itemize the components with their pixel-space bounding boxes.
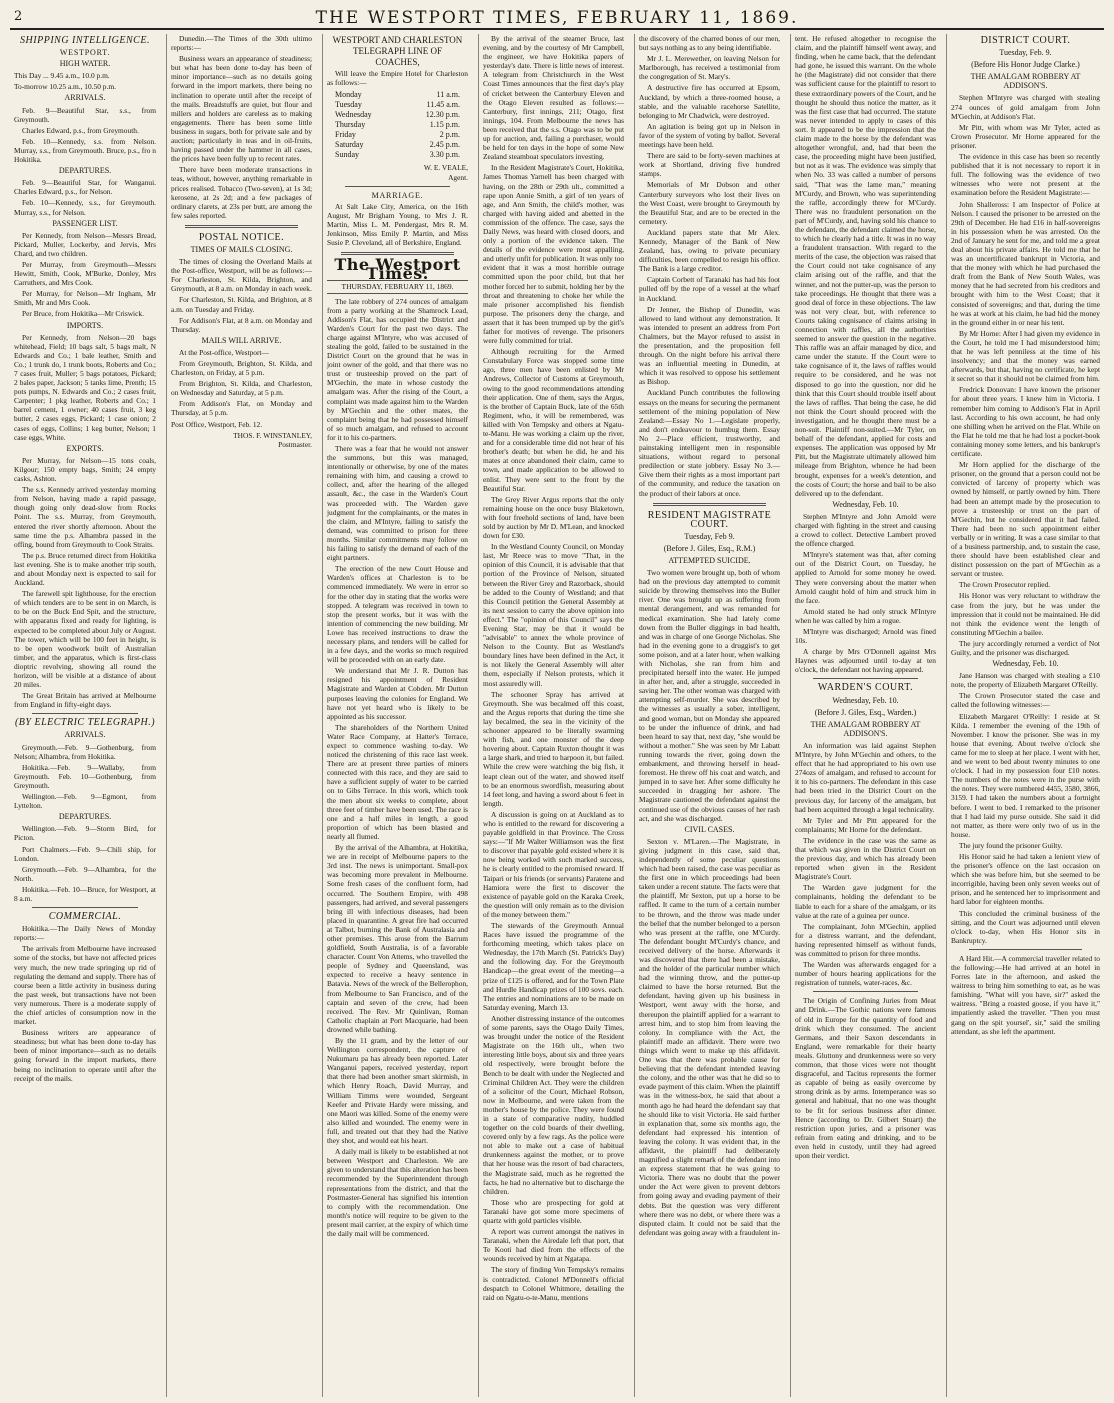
departure-entry: Feb. 10—Kennedy, s.s., for Greymouth. Murray, s.s., for Nelson. xyxy=(14,198,156,217)
column-5 xyxy=(634,34,784,1397)
court-paragraph: Mr Tyler and Mr Pitt appeared for the complainants; Mr Horne for the defendant. xyxy=(795,815,936,834)
wardens-court-before: (Before J. Giles, Esq., Warden.) xyxy=(814,707,917,717)
divider xyxy=(813,678,918,679)
divider xyxy=(185,225,298,228)
telegraph-entry: Wellington.—Feb. 9—Egmont, from Lyttelton. xyxy=(14,792,156,811)
schedule-row xyxy=(335,120,460,130)
marriage-notice: At Salt Lake City, America, on the 16th August, Mr Brigham Young, to Mrs J. R. Martin, Miss L. M. Pendergast, Mrs R. M. Jenkinson, Miss Emily P. Martin, and Miss Susie P. Cleveland, all of Berkshire, England. xyxy=(327,201,468,248)
telegraph-entry: Wellington.—Feb. 9—Storm Bird, for Picton. xyxy=(14,824,156,843)
high-water-heading: HIGH WATER. xyxy=(59,59,111,69)
news-paragraph: The schooner Spray has arrived at Greymouth. She was becalmed off this coast, and the Argus reports that during the time she lay becalmed, the sea in the vicinity of the schooner appeared to be literally swarming with fish, and one monster of the deep hovering about. Captain Ruxton thought it was a large shark, and tried to harpoon it, but failed. While the crew were watching the big fish, it leapt clean out of the water, and showed itself to be an enormous swordfish, measuring about 14 feet long, and having a sword about 6 feet in length. xyxy=(483,689,624,808)
editorial-paragraph: The shareholders of the Northern United Water Race Company, at Hatter's Terrace, expect to commence washing to-day. We noticed the christening of this race last week. There are at present three parties of miners connected with this race, and they are said to have a sufficient supply of water to be carried on to Gibs Terrace. In this work, which took the men about six weeks to complete, about three feet of timber have been used. The race is one and a half miles in length, a good proportion of which has been blasted and nearly all flumed. xyxy=(327,722,468,841)
column-2 xyxy=(166,34,316,1397)
court-paragraph: M'Intyre's statement was that, after coming out of the District Court, on Tuesday, he applied to Arnold for some money he owed. They were conversing about the matter when Arnold caught hold of him and struck him in the face. xyxy=(795,550,936,605)
passenger-entry: Per Bruce, from Hokitika—Mr Criswick. xyxy=(22,309,144,319)
news-paragraph: Although recruiting for the Armed Constabulary Force was stopped some time ago, three men have been enlisted by Mr Andrews, Collector of Customs at Greymouth, owing to the good recommendations attending their application. One of them, says the Argus, is the brother of Captain Buck, late of the 65th Regiment, who, it will be remembered, was killed with Von Tempsky and others at Ngatu-te-Manu. He was working a claim up the river, and for a considerable time did not hear of his brother's death; but when he did, he and his mates at once abandoned their claim, came to town, and made application to be allowed to enlist. They were sent to the front by the Beautiful Star. xyxy=(483,347,624,493)
court-paragraph: The Crown Prosecutor replied. xyxy=(959,580,1051,590)
port-heading: WESTPORT. xyxy=(59,48,111,58)
coach-ad-subtitle: TELEGRAPH LINE OF xyxy=(353,46,442,57)
divider xyxy=(653,503,766,506)
telegraph-departures-heading: DEPARTURES. xyxy=(58,812,112,822)
schedule-time: 11 a.m. xyxy=(436,90,460,100)
news-paragraph: The Grey River Argus reports that the only remaining house on the once busy Blaketown, with four freehold sections of land, have been sold by auction by Mr D. M'Lean, and knocked down for £30. xyxy=(483,494,624,541)
court-paragraph: Stephen M'Intyre and John Arnold were charged with fighting in the street and causing a crowd to collect. Detective Lambert proved the offence charged. xyxy=(795,511,936,549)
editorial-paragraph: The erection of the new Court House and Warden's offices at Charleston is to be commenced immediately. We were in error so for the other day in stating that the works were stopped. A telegram was received in town to stop the present works, but it was with the intention of commencing the new building. Mr Lowe has received instructions to draw the necessary plans, and tenders will be called for in a few days, and the works so much required will be proceeded with on an early date. xyxy=(327,564,468,665)
telegraph-entry: Hokitika.—Feb. 9—Wallaby, from Greymouth. Feb. 10—Gothenburg, from Greymouth. xyxy=(14,762,156,790)
postal-paragraph: At the Post-office, Westport— xyxy=(179,347,269,357)
news-paragraph: By the arrival of the steamer Bruce, last evening, and by the courtesy of Mr Campbell, the engineer, we have Hokitika papers of yesterday's date. There is little news of interest. A telegram from Christchurch in the West Coast Times announces that the first day's play of cricket between the Canterbury Eleven and the Otago Eleven resulted as follows:—Canterbury, first innings, 211; Otago, first innings, 104. From Melbourne the news has been received that the s.s. Otago was to be put up for auction, and, failing a purchaser, would be held for ten days in the hope of some New Zealand steamboat speculators investing. xyxy=(483,34,624,162)
news-paragraph: There are said to be forty-seven machines at work at Shortland, driving five hundred stamps. xyxy=(639,151,780,179)
stocks-paragraph: There have been moderate transactions in teas, without, however, anything remarkable in prices realised. Tobacco (Two-seven), at 1s 3d; kerosene, at 2s 2d; and a few packages of ordinary clarets, at 23s per butt, are among the few sales reported. xyxy=(171,165,312,220)
schedule-time: 1.15 p.m. xyxy=(429,120,460,130)
news-paragraph: Auckland papers state that Mr Alex. Kennedy, Manager of the Bank of New Zealand, has, owing to private pecuniary difficulties, been compelled to resign his office. The Bank is a large creditor. xyxy=(639,227,780,274)
schedule-time: 2.45 p.m. xyxy=(429,140,460,150)
telegraph-entry: Greymouth.—Feb. 9—Gothenburg, from Nelson; Alhambra, from Hokitika. xyxy=(14,742,156,761)
shipping-news: The Great Britain has arrived at Melbourne from England in fifty-eight days. xyxy=(14,691,156,710)
schedule-day: Thursday xyxy=(335,120,366,130)
passenger-entry: Per Kennedy, from Nelson—Messrs Bread, Pickard, Muller, Lockerby, and Jervis, Mrs Chard, and two children. xyxy=(14,230,156,258)
wednesday-heading: Wednesday, Feb. 10. xyxy=(992,659,1059,669)
divider xyxy=(32,713,138,714)
news-paragraph: A report was current amongst the natives in Taranaki, when the Airedale left that port, that Te Kooti had died from the effects of the wounds received by him at Ngatapa. xyxy=(483,1227,624,1264)
postal-paragraph: For Charleston, St. Kilda, and Brighton, at 8 a.m. on Tuesday and Friday. xyxy=(171,295,312,314)
divider xyxy=(969,949,1082,950)
schedule-row xyxy=(335,110,460,120)
news-paragraph: In the Resident Magistrate's Court, Hokitika, James Thomas Yarnell has been charged with having, on the 28th or 29th ult., committed a rape upon Annie Smith, a girl of ten years of age, and Ann Smith, the child's mother, was charged with having aided and abetted in the commission of the offence. The case, says the Daily News, was heard with closed doors, and only a portion of the evidence taken. The details of the evidence were most appalling, and utterly unfit for publication. It was only too evident that it was a most horrible outrage committed upon the poor child, but that her mother forced her to submit, holding her by the throat and threatening to choke her while the male prisoner accomplished his fiendish purpose. The prisoners deny the charge, and assert that it has been trumped up by the girl's father for motives of revenge. The prisoners were fully committed for trial. xyxy=(483,163,625,346)
departure-entry: Feb. 9—Beautiful Star, for Wanganui. Charles Edward, p.s., for Nelson. xyxy=(14,178,156,197)
court-paragraph: By Mr Horne: After I had given my evidence in the Court, he told me I had misunderstood him; that he was left penniless at the time of his insolvency; and that the money was earned afterwards, but that, having no certificate, he kept it secret so that it should not be claimed from him. xyxy=(951,328,1100,384)
passenger-entry: Per Murray, from Greymouth—Messrs Hewitt, Smith, Cook, M'Burke, Donley, Mrs Carruthers, and Mrs Cook. xyxy=(14,259,156,288)
wednesday-heading: Wednesday, Feb. 10. xyxy=(832,499,899,509)
district-court-before: (Before His Honor Judge Clarke.) xyxy=(971,60,1080,70)
arrival-entry: Feb. 10—Kennedy, s.s. from Nelson. Murray, s.s., from Greymouth. Bruce, p.s., fro n Hokitika. xyxy=(14,136,156,165)
court-paragraph: The evidence in this case has been so recently published that it is not necessary to report it in full. The following was the evidence of two witnesses who were not present at the examination before the Resident Magistrate:— xyxy=(951,152,1100,198)
court-paragraph: Arnold stated he had only struck M'Intyre when he was called by him a rogue. xyxy=(795,606,936,625)
column-7 xyxy=(946,34,1104,1397)
news-paragraph: A discussion is going on at Auckland as to who is entitled to the reward for discovering a payable goldfield in that Province. The Cross says:—"If Mr Walter Williamson was the first to discover that payable gold existed where it is now being worked with such marked success, he is clearly entitled to the promised reward. If Taipari or his friends (or servants) Paratene and Hamiora were the first to discover the existence of payable gold on the Karaka Creek, the question will only remain as to the division of the money between them." xyxy=(483,809,624,919)
page-number: 2 xyxy=(14,9,23,24)
schedule-time: 12.30 p.m. xyxy=(425,110,460,120)
news-paragraph: Mr J. L. Merewether, on leaving Nelson for Marlborough, has received a testimonial from the congregation of St. Mary's. xyxy=(639,54,780,82)
divider xyxy=(32,907,138,908)
commercial-paragraph: Hokitika.—The Daily News of Monday reports:— xyxy=(14,924,156,943)
court-paragraph: Fredrick Donovan: I have known the prisoner for about three years. I knew him in Victoria. I remember him coming to Addison's Flat in April last. According to his own account, he had only one shilling when he arrived on the Flat. While on the Flat he told me that he had lost a pocket-book containing money some letters, and his bankrupt's certificate. xyxy=(951,385,1100,459)
court-paragraph: The evidence in the case was the same as that which was given in the District Court on the previous day, and which has already been reported when given in the Resident Magistrate's Court. xyxy=(795,835,936,882)
schedule-row xyxy=(335,100,460,110)
arrival-entry: Charles Edward, p.s., from Greymouth. xyxy=(22,125,139,135)
postal-paragraph: The times of closing the Overland Mails at the Post-office, Westport, will be as follows:—For Charleston, St. Kilda, Brighton, and Greymouth, at 8 a.m. on Monday in each week. xyxy=(171,257,312,294)
court-paragraph: Mr Horn applied for the discharge of the prisoner, on the ground that a person could not be convicted of larceny of property which was owned by himself, or partly owned by him. There had been an attempt made by the prosecution to prove a trusteeship or trust on the part of M'Gechin, but he considered that it had failed. There had been no such appointment either verbally or in writing. It was a case similar to that of a business partnership, and, to sustain the case, there should have been established clear and distinct possession on the part of M'Gechin as a servant or trustee. xyxy=(951,460,1100,579)
schedule-row xyxy=(335,130,460,140)
shipping-news: The farewell spit lighthouse, for the erection of which tenders are to be sent in on March, is to be on the Buck End Spit, and the structure, with apparatus fixed and ready for lighting, is expected to be completed about July or August. The tower, which will be 100 feet in height, is to be open woodwork built of Australian timber, and the apparatus, which is first-class dioptric revolving, showing all round the horizon, will be visible at a distance of about 20 miles. xyxy=(14,589,156,690)
district-case-title: THE AMALGAM ROBBERY AT ADDISON'S. xyxy=(970,72,1081,91)
postal-notice-heading: POSTAL NOTICE. xyxy=(198,231,285,243)
civil-cases-heading: CIVIL CASES. xyxy=(684,824,735,834)
schedule-time: 2 p.m. xyxy=(439,130,460,140)
coach-ad-subtitle: COACHES, xyxy=(375,57,420,68)
masthead xyxy=(10,6,1104,30)
divider xyxy=(813,991,918,992)
commercial-paragraph: The arrivals from Melbourne have increased some of the stocks, but have not affected prices very much, the new trade springing up rid of regulating the demand and supply. There has of course been a little activity in business during the past week, but transactions have not been very numerous. There is a moderate supply of the chief articles of consumption now in the market. xyxy=(14,944,156,1027)
court-paragraph: Elizabeth Margaret O'Reilly: I reside at St Kilda. I remember the evening of the 19th of November. I know the prisoner. She was in my house that evening. About twelve o'clock she came for me to sleep at her place. I went with her, and we went to bed about twenty minutes to one o'clock. I had in my possession four £10 notes. The numbers of the notes were in the purse with the notes. They were numbered 4455, 3580, 3866, 3159. I had taken the numbers about a fortnight before. I went to bed. I remarked to the prisoner that I had laid my purse outside. She said it did not matter, as there were only two of us in the house. xyxy=(951,711,1100,839)
district-court-heading: DISTRICT COURT. xyxy=(980,35,1071,46)
exports-heading: EXPORTS. xyxy=(66,443,104,453)
news-paragraph: The stewards of the Greymouth Annual Races have issued the programme of the forthcoming meeting, which takes place on Wednesday, the 17th March (St. Patrick's Day) and the following day. For the Greymouth Handicap—the great event of the meeting—a prize of £125 is offered, and for the Town Plate and Hurdle Handicap prizes of 100 sovs. each. The entries and nominations are to be made on Saturday evening, March 13. xyxy=(483,921,624,1012)
court-paragraph: An information was laid against Stephen M'Intyre, by John M'Gechin and others, to the effect that he had appropriated to his own use 274ozs of amalgam, and refused to account for it to his co-partners. The defendant in this case had been tried in the District Court on the previous day, for larceny of the amalgam, but had been acquitted through a legal technicality. xyxy=(795,740,936,814)
arrivals-heading: ARRIVALS. xyxy=(64,93,106,103)
schedule-time: 3.30 p.m. xyxy=(429,150,460,160)
postal-paragraph: From Greymouth, Brighton, St. Kilda, and Charleston, on Friday, at 5 p.m. xyxy=(171,359,312,378)
court-paragraph: tent. He refused altogether to recognise the claim, and the plaintiff himself went away, and finding, when he came back, that the defendant had gone, he issued this warrant. On the whole he (the Magistrate) did not consider that there was sufficient cause for the plaintiff to resort to these extraordinary powers of the Court, and he thought he should thus notice the matter, as it was the first case that had occurred. The statute was never intended to apply to cases of this sort. It appeared to be the impression that the claim made to the horse by the defendant was altogether wrongful, and, had that been the case, the proceeding might have been justified, but not as it was. The evidence was simply that when No. 33 was called a number of persons said, "That was the lame man," meaning M'Curdy, and Brown, who was superintending the raffle, accordingly threw for M'Curdy. There was no fraudulent personation on the part of M'Curdy, and, having sold his chance to the defendant, the defendant claimed the horse, to which he clearly had a title. It was in no way a fraudulent transaction. With regard to the merits of the case, the objection was raised that the Court could not take cognisance of any claim arising out of the raffle, and that the winner, and not the putter-up, was the person to take proceedings. He thought that there was a good deal of force in these objections. The law was not very clear, but, with reference to Courts taking cognisance of claims arising in connection with raffles, all the authorities seemed to answer the question in the negative. This raffle was an affair managed by dice, and came under the statute. If the Court were to take cognisance of it, the laws of raffles would require to be considered, and he was not disposed to go into the question, nor did he think that this Court should trouble itself about the laws of raffles. That being the case, he did not think the Court should proceed with the investigation, and he thought there must be a non-suit. Plaintiff non-suited.—Mr Tyler, on behalf of the defendant, applied for costs and expenses. The application was opposed by Mr Pitt, but the Magistrate ultimately allowed him mileage from Brighton, whence he had been brought, expenses for a week's detention, and the costs of Court; the horse and bail to be also delivered up to the defendant. xyxy=(795,34,936,498)
column-6 xyxy=(790,34,940,1397)
news-paragraph: Those who are prospecting for gold at Taranaki have got some more specimens of quartz with gold particles visible. xyxy=(483,1197,624,1225)
high-water-line: To-morrow 10.25 a.m., 10.50 p.m. xyxy=(14,82,116,92)
postal-paragraph: From Brighton, St. Kilda, and Charleston, on Wednesday and Saturday, at 5 p.m. xyxy=(171,379,312,398)
imports-entry: Per Kennedy, from Nelson—20 bags whitehead, Field; 10 bags salt, 5 bags malt, N Edwards and Co.; 1 bale leather, Smith and Co.; 1 trunk do, 1 trunk boots, Roberts and Co.; 7 cases fruit, Muller; 5 bags potatoes, Pickard; 2 bales paper, Jackson; 5 tanks lime, Prenth; 15 pots pumps, N. Edwards and Co.; 2 cases fruit, Carpenter; 1 pkg leather, Roberts and Co.; 1 barrel cement, 1 owner; 40 cases fruit, 3 keg butter, 2 cases eggs, Pickard; 1 case onion; 2 cases of eggs, Collins; 1 keg butter, Nelson; 1 case eggs, White. xyxy=(14,332,156,442)
schedule-day: Wednesday xyxy=(335,110,372,120)
mails-arrive-heading: MAILS WILL ARRIVE. xyxy=(201,335,282,345)
schedule-row xyxy=(335,90,460,100)
shipping-news: The s.s. Kennedy arrived yesterday morning from Nelson, having made a rapid passage, though going only dead-slow from Rocks Point. The s.s. Murray, from Greymouth, entered the river shortly afternoon. About the same time the p.s. Alhambra passed in the offing, bound from Greymouth to Cook Straits. xyxy=(14,485,156,549)
court-paragraph: His Honor said he had taken a lenient view of the prisoner's offence on the last occasion on which she was before him, but she seemed to be incorrigible, having been only seven weeks out of prison, and he sentenced her to imprisonment and hard labor for eighteen months. xyxy=(951,851,1100,907)
schedule-day: Tuesday xyxy=(335,100,362,110)
rm-case-title: ATTEMPTED SUICIDE. xyxy=(668,555,751,565)
origin-of-juries-paragraph: The Origin of Confining Juries from Meat and Drink.—The Gothic nations were famous of old in Europe for the quantity of food and drink which they consumed. The ancient Germans, and their Saxon descendants in England, were remarkable for their hearty meals. Gluttony and drunkenness were so very common, that those vices were not thought disgraceful, and Tacitus represents the former as capable of being as easily overcome by strong drink as by arms. Intemperance was so general and habitual, that no one was thought to be fit for serious business after dinner. Hence (according to Dr. Gilbert Stuart) the restriction upon juries, and a prisoner was refrain from eating and drinking, and to be even held in custody, until they had agreed upon their verdict. xyxy=(795,996,936,1160)
court-paragraph: A charge by Mrs O'Donnell against Mrs Haynes was adjourned until to-day at ten o'clock, the defendant not having appeared. xyxy=(795,647,936,675)
coach-ad-title: WESTPORT AND CHARLESTON xyxy=(332,35,463,45)
court-paragraph: M'Intyre was discharged; Arnold was fined 10s. xyxy=(795,627,936,646)
high-water-line: This Day ... 9.45 a.m., 10.0 p.m. xyxy=(14,71,110,81)
postal-date-line: Post Office, Westport, Feb. 12. xyxy=(171,419,263,429)
telegraph-entry: Port Chalmers.—Feb. 9—Chili ship, for London. xyxy=(14,844,156,863)
coach-schedule xyxy=(335,90,460,160)
postmaster-signature: THOS. F. WINSTANLEY, xyxy=(233,430,312,440)
editorial-paragraph: A daily mail is likely to be established at not between Westport and Charleston. We are given to understand that this alteration has been recommended by the Superintendent through representations from the district, and that the Postmaster-General has signified his intention to comply with the recommendation. One month's notice will require to be given to the present mail carrier, at the expiry of which time the daily mail will be commenced. xyxy=(327,1147,468,1238)
court-paragraph: The Warden gave judgment for the complainants, holding the defendant to be liable to each for a share of the amalgam, or its value at the rate of a guinea per ounce. xyxy=(795,883,936,920)
editorial-paragraph: By the arrival of the Alhambra, at Hokitika, we are in receipt of Melbourne papers to the 3rd inst. The news is unimportant. Small-pox was becoming more prevalent in Melbourne. Some fresh cases of the confluent form, had occurred. The Southern Empire, with 498 passengers, had arrived, and several passengers bring ill with infectious diseases, had been placed in quarantine. A great fire had occurred at Talbot, burning the Bank of Australasia and other premises. This arose from the Barrum goldfield, South Australia, is of a favorable character. Count Von Attems, who travelled the people of Sydney and Queensland, was expected to receive a heavy sentence in Batavia. News of the wreck of the Bellerophon, from Melbourne to San Francisco, and of the captain and seven of the crew, had been received. The Rev. Mr Quinlivan, Roman Catholic chaplain at Port Macquarie, had been drowned while bathing. xyxy=(327,843,468,1034)
news-paragraph: An agitation is being got up in Nelson in favor of the system of voting by ballot. Several meetings have been held. xyxy=(639,121,780,150)
postmaster-title: Postmaster. xyxy=(278,439,312,449)
paper-nameplate: The Westport Times. xyxy=(334,255,461,284)
rm-court-date: Tuesday, Feb 9. xyxy=(684,531,735,541)
departures-heading: DEPARTURES. xyxy=(58,166,112,176)
wardens-court-heading: WARDEN'S COURT. xyxy=(817,682,914,694)
newspaper-title: THE WESTPORT TIMES, FEBRUARY 11, 1869. xyxy=(315,8,799,28)
hard-hit-paragraph: A Hard Hit.—A commercial traveller related to the following:—He had arrived at an hotel in Forres late in the afternoon, and asked the waitress to bring him something to eat, as he was famishing. "What will you have, sir?" asked the waitress. "Bring a roasted goose, if you have it," impatiently asked the traveller. "Then you must gang on the spit yoursel', sir," said the smiling attendant, as she left the apartment. xyxy=(951,953,1100,1036)
news-paragraph: the discovery of the charred bones of our men, but says nothing as to any being identifiable. xyxy=(639,34,780,53)
schedule-time: 11.45 a.m. xyxy=(426,100,460,110)
schedule-day: Friday xyxy=(335,130,356,140)
news-paragraph: Auckland Punch contributes the following essays on the means for securing the permanent settlement of the mining population of New Zealand:—Essay No 1.—Legislate properly, and don't endeavour to humbug them. Essay No 2—Place efficient, trustworthy, and painstaking intelligent men in responsible situations, without regard to personal predilection or state jobbery. Essay No 3.—Give them their rights as a most important part of the community, and reduce the taxation on the product of their labors at once. xyxy=(639,388,780,498)
court-paragraph: Two women were brought up, both of whom had on the previous day attempted to commit suicide by throwing themselves into the Buller river. One was brought up as suffering from mental derangement, and was remanded for medical examination. She had lately come down from the Buller diggings in bad health, and was in charge of one George Nicholas. She had in the evening gone to a druggist's to get some poison, and at a later hour, when walking with Nicholas, she ran from him and precipitated herself into the water. He jumped in after her, and, after a struggle, succeeded in saving her. The other woman was charged with attempting self-murder. She was described by the witnesses as usually a sober, intelligent, and good woman, but on Monday she appeared to be under the influence of drink, and had been heard to say that, next day, "she would be without a mother." She was seen by Mr Labatt running towards the river, going down the embankment, and throwing herself in head-foremost. He threw off his coat and watch, and jumped in to save her. After some difficulty he succeeded in dragging her ashore. The Magistrate cautioned the defendant against the continued use of the obvious causes of her rash act, and she was discharged. xyxy=(639,568,780,823)
coach-agent-title: Agent. xyxy=(448,172,468,182)
court-paragraph: The jury accordingly returned a verdict of Not Guilty, and the prisoner was discharged. xyxy=(951,638,1100,657)
column-1 xyxy=(10,34,160,1397)
editorial-paragraph: The late robbery of 274 ounces of amalgam from a party working at the Shamrock Lead, Addison's Flat, has occupied the District and Warden's Court for the past two days. The charge against M'Intyre, who was accused of stealing the gold, failed to be sustained in the District Court on the ground that he was in joint owner of the gold, and that there was no trust or trusteeship proved on the part of M'Gechin, the mate in whose custody the amalgam was. After the rising of the Court, a complaint was made against him to the Warden by M'Gechin and the other mates, the complaint being that he had possessed himself of so much amalgam, and refused to account for it to his co-partners. xyxy=(327,296,468,442)
postal-paragraph: From Addison's Flat, on Monday and Thursday, at 5 p.m. xyxy=(171,399,312,418)
commercial-heading: COMMERCIAL. xyxy=(48,911,122,923)
editorial-paragraph: There was a fear that he would not answer the summons, but this was managed, intentionally or otherwise, by one of the mates remaining with him, and causing a crowd to collect, and, after the hearing of the alleged assault, &c., the case in the Warden's Court was proceeded with. The Warden gave judgment for the complainants, or the mates in the claim, and M'Intyre, failing to satisfy the demand, was committed to prison for three months. Similar commitments may follow on his failing to satisfy the demand of each of the eight partners. xyxy=(327,444,468,563)
court-paragraph: John Shalleross: I am Inspector of Police at Nelson. I caused the prisoner to be arrested on the 29th of December. He had £16 in half-sovereigns in his possession when he was arrested. On the 2nd of January he sent for me, and told me a great deal about his private affairs. He told me that he was an uncertificated bankrupt in Victoria, and that the money with which he had purchased the draft from the Bank of New South Wales, was money that he had secreted from his creditors and brought with him to the West Coast; that it consisted of sovereigns; and that, during the time he was at work at his claim, he had hid the money in the ground either in or near his tent. xyxy=(951,199,1100,327)
court-paragraph: The Crown Prosecutor stated the case and called the following witnesses:— xyxy=(951,691,1100,710)
court-paragraph: The jury found the prisoner Guilty. xyxy=(959,840,1063,850)
court-paragraph: This concluded the criminal business of the sitting, and the Court was adjourned until eleven o'clock to-day, when His Honor sits in Bankruptcy. xyxy=(951,908,1100,945)
court-paragraph: Jane Hanson was charged with stealing a £10 note, the property of Elizabeth Margaret O'Reilly. xyxy=(951,671,1100,690)
imports-heading: IMPORTS. xyxy=(66,320,104,330)
divider xyxy=(345,186,450,187)
news-paragraph: Another distressing instance of the outcomes of some parents, says the Otago Daily Times, was brought under the notice of the Resident Magistrate on the 16th ult., when two interesting little boys, about six and three years old respectively, were brought before the Bench to be dealt with under the Neglected and Criminal Children Act. They were the children of a solicitor of the Court, Michael Robson, now in Melbourne, and were taken from the mother's house by the police. They were found in a state of comparative nudity, huddled together on the cold boards of their dwelling, covered only by a few rags. As the police were not able to make out a case of habitual drunkenness against the mother, or to prove that her house was the resort of bad characters, the Magistrate said, much as he regretted the facts, he had no alternative but to discharge the children. xyxy=(483,1013,624,1196)
stocks-paragraph: Business wears an appearance of steadiness; but what has been done to-day has been of minor importance—such as no details going forward in the import markets, there being no inclination to operate until after the receipt of the mails. Breadstuffs are quiet, but flour and millers and holders are careless as to making engagements. There has been some little business in sugars, both for private sale and by auction; particularly in teas and in oil-fruits, having passed under the hammer in all cases, the prices have been fully up to recent rates. xyxy=(171,54,312,164)
district-court-date: Tuesday, Feb. 9. xyxy=(999,48,1052,58)
news-paragraph: Dr Jenner, the Bishop of Dunedin, was allowed to land without any demonstration. It was intended to present an address from Port Chalmers, but the Mayor refused to assist in the presentation, and the proposition fell through. On the night before his arrival there was an influential meeting in Dunedin, at which it was resolved to oppose his settlement as Bishop. xyxy=(639,304,780,387)
paper-date: THURSDAY, FEBRUARY 11, 1869. xyxy=(327,280,468,293)
mails-closing-heading: TIMES OF MAILS CLOSING. xyxy=(190,244,293,254)
telegraph-entry: Hokitika.—Feb. 10—Bruce, for Westport, at 8 a.m. xyxy=(14,884,156,903)
court-paragraph: The complainant, John M'Gechin, applied for a distress warrant, and the defendant, having represented himself as without funds, was committed to prison for three months. xyxy=(795,921,936,958)
commercial-paragraph: Business writers are appearance of steadiness; but what has been done to-day has been of minor importance—such as no details going forward in the import markets, there being no inclination to operate until after the receipt of the mails. xyxy=(14,1028,156,1083)
news-paragraph: The story of finding Von Tempsky's remains is contradicted. Colonel M'Donnell's official despatch to Colonel Whitmore, detailing the raid on Ngatu-o-te-Manu, mentions xyxy=(483,1265,624,1302)
exports-entry: Per Murray, for Nelson—15 tons coals, Kilgour; 150 empty bags, Smith; 24 empty casks, Ashton. xyxy=(14,455,156,484)
stocks-paragraph: Dunedin.—The Times of the 30th ultimo reports:— xyxy=(171,34,312,53)
postal-paragraph: For Addison's Flat, at 8 a.m. on Monday and Thursday. xyxy=(171,315,312,334)
news-paragraph: Memorials of Mr Dobson and other Canterbury surveyors who lost their lives on the West Coast, were brought to Greymouth by the Beautiful Star, and are to be erected in the cemetery. xyxy=(639,180,780,226)
telegraph-entry: Greymouth.—Feb. 9—Alhambra, for the North. xyxy=(14,864,156,883)
schedule-row xyxy=(335,140,460,150)
court-paragraph: His Honor was very reluctant to withdraw the case from the jury, but he was under the impression that it could not be maintained. He did not think the evidence went the length of constituting M'Gechin a bailee. xyxy=(951,591,1100,637)
news-paragraph: In the Westland County Council, on Monday last, Mr Reece was to move "That, in the opinion of this Council, it is advisable that that portion of the Province of Nelson, situated between the River Grey and Razorback, should be added to the County of Westland; and that this Council petition the General Assembly at its next session to carry the above opinion into effect." The "opinion of this Council" says the Evening Star, may be that it would be "advisable" to annex the whole province of Nelson to the County. But as Westland's boundary lines have been defined in the Act, it is not likely the General Assembly will alter them, especially if Nelson protests, which it most assuredly will. xyxy=(483,542,624,688)
schedule-day: Sunday xyxy=(335,150,359,160)
marriage-heading: MARRIAGE. xyxy=(371,190,424,200)
rm-court-heading: RESIDENT MAGISTRATE COURT. xyxy=(647,509,772,530)
wardens-case-title: THE AMALGAM ROBBERY AT ADDISON'S. xyxy=(810,719,921,738)
telegraph-heading: (BY ELECTRIC TELEGRAPH.) xyxy=(14,717,156,729)
rm-court-before: (Before J. Giles, Esq., R.M.) xyxy=(663,543,756,553)
arrival-entry: Feb. 9—Beautiful Star, s.s., from Greymouth. xyxy=(14,105,156,124)
passenger-entry: Per Murray, for Nelson—Mr Ingham, Mr Smith, Mr and Mrs Cook. xyxy=(14,289,156,308)
court-paragraph: Sexton v. M'Laren.—The Magistrate, in giving judgment in this case, said that, independently of some peculiar questions which had been raised, the case was peculiar as the first one in which proceedings had been taken under a recent statute. The facts were that the plaintiff, Mr Sexton, put up a horse to be raffled. It came to the turn of a certain number to be thrown, and the throw was made under the belief that the number belonged to a person who was present at the raffle, one M'Curdy. The defendant bought M'Curdy's chance, and received delivery of the horse. Afterwards it was discovered that there had been a mistake, and the holder of the particular number which had the winning throw, and the putter-up claimed to have the horse returned. But the defendant, having given up his business in Westport, went away with the horse, and thereupon the plaintiff applied for a warrant to arrest him, and to stop him from leaving the colony. In compliance with the Act, the plaintiff made an affidavit. There were two things which went to make up this affidavit. One was that there was probable cause for believing that the defendant intended leaving the colony, and the other was that he did so to evade payment of this claim. When the plaintiff was in the witness-box, he said that about a month ago he had heard the defendant say that he should like to visit Victoria. He said further in explanation that, some six months ago, the defendant had expressed his intention of leaving the colony. It was evident that, in the affidavit, the plaintiff had deliberately magnified a slight remark of the defendant into an express statement that he was going to Victoria. There was no doubt that the power under the Act were given to prevent debtors from going away and evading payment of their debts. But the question was very different where there was no debt, or where there was a disputed claim. It could not be said that the defendant was going away with a fraudulent in- xyxy=(639,836,780,1237)
wardens-court-date: Wednesday, Feb. 10. xyxy=(832,695,899,705)
editorial-paragraph: By the 11 gram, and by the letter of our Wellington correspondent, the capture of Nukumaru pa has already been reported. Later Wanganui papers, received yesterday, report that there had been another smart skirmish, in which Henry Roach, David Murray, and William Timms were wounded, Sergeant Keefer and Private Hardy were missing, and one Maori was killed. Some of the enemy were also killed and wounded. The enemy were in full, and treated out that they had the Native they shot, and would eat his heart. xyxy=(327,1036,468,1146)
news-paragraph: Captain Corbett of Taranaki has had his foot pulled off by the rope of a vessel at the wharf in Auckland. xyxy=(639,275,780,303)
schedule-day: Monday xyxy=(335,90,362,100)
news-paragraph: A destructive fire has occurred at Epsom, Auckland, by which a three-roomed house, a stable, and the valuable racehorse Satellite, belonging to Mr Chadwick, were destroyed. xyxy=(639,83,780,120)
schedule-day: Saturday xyxy=(335,140,364,150)
shipping-heading: SHIPPING INTELLIGENCE. xyxy=(20,35,150,46)
court-paragraph: Mr Pitt, with whom was Mr Tyler, acted as Crown Prosecutor. Mr Horne appeared for the prisoner. xyxy=(951,122,1100,150)
coach-agent-name: W. E. VEALE, xyxy=(423,163,468,173)
court-paragraph: The Warden was afterwards engaged for a number of hours hearing applications for the registration of tunnels, water-races, &c. xyxy=(795,960,936,988)
coach-ad-intro: Will leave the Empire Hotel for Charleston as follows:— xyxy=(327,69,468,88)
passenger-list-heading: PASSENGER LIST. xyxy=(52,218,118,228)
schedule-row xyxy=(335,150,460,160)
court-paragraph: Stephen M'Intyre was charged with stealing 274 ounces of gold amalgam from John M'Gechin, at Addison's Flat. xyxy=(951,93,1100,121)
editorial-paragraph: We understand that Mr J. R. Dutton has resigned his appointment of Resident Magistrate and Warden at Cobden. Mr Dutton purposes leaving the colonies for England. We have not yet heard who is likely to be appointed as his successor. xyxy=(327,666,468,721)
shipping-news: The p.s. Bruce returned direct from Hokitika last evening. She is to make another trip south, and about Monday next is expected to sail for Auckland. xyxy=(14,550,156,588)
column-3 xyxy=(322,34,472,1397)
column-4 xyxy=(478,34,628,1397)
telegraph-arrivals-heading: ARRIVALS. xyxy=(64,730,106,740)
columns xyxy=(10,34,1104,1397)
